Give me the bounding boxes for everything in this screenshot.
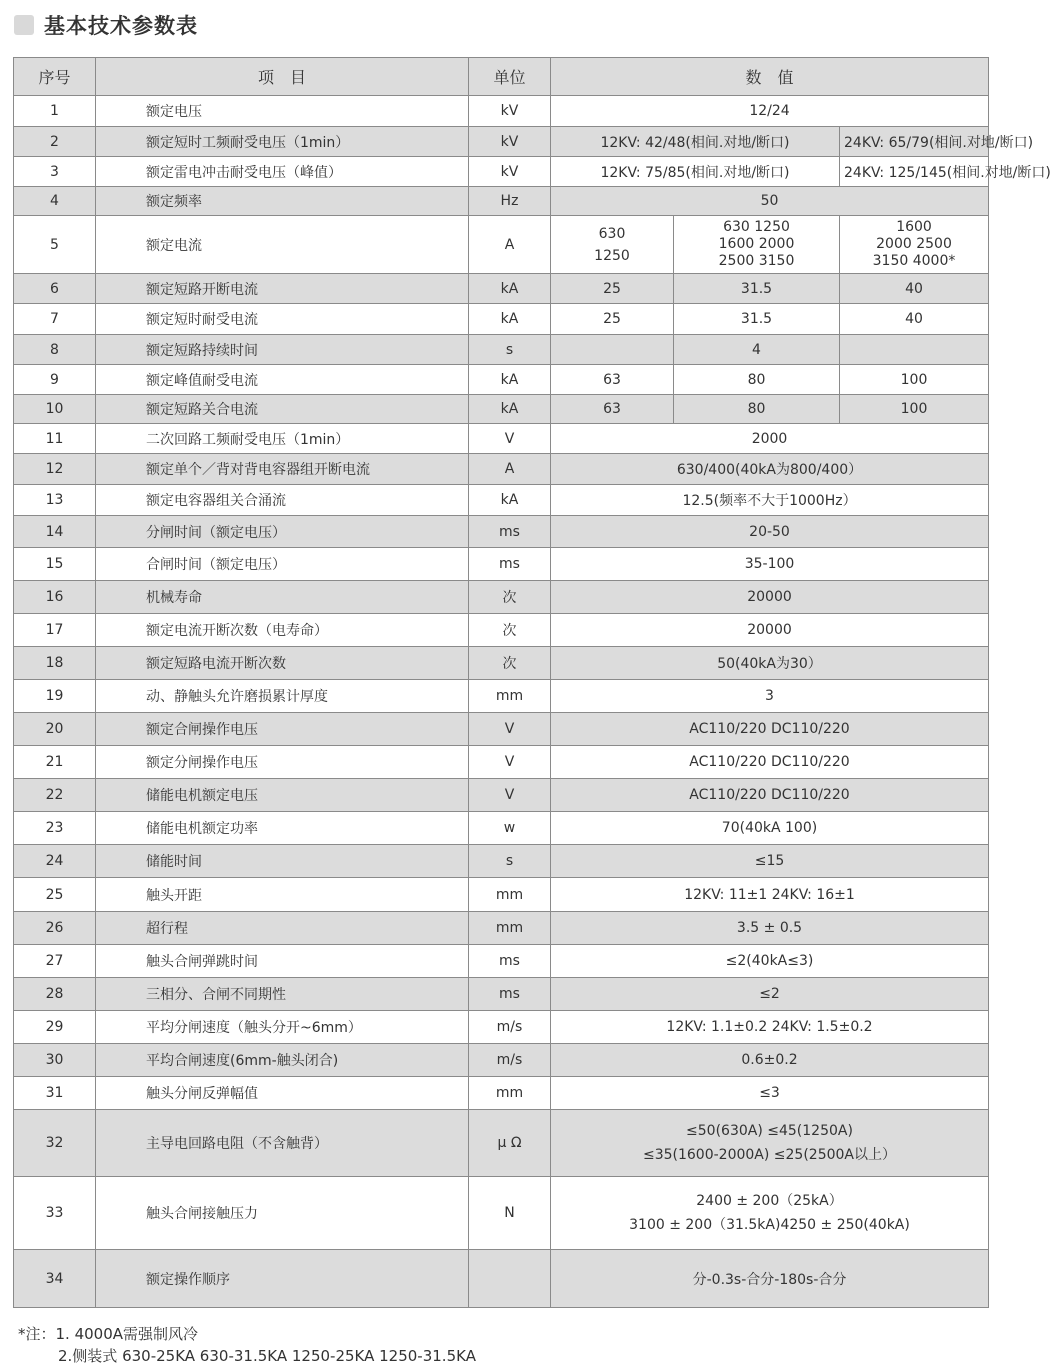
table-row: [14, 713, 989, 746]
row-item: 动、静触头允许磨损累计厚度: [96, 680, 469, 713]
row-item: 合闸时间（额定电压）: [96, 548, 469, 581]
row-value: 3: [551, 680, 989, 713]
row-value-c3: 40: [840, 304, 989, 335]
row-item: 触头开距: [96, 878, 469, 912]
row-value-c1: 25: [551, 274, 674, 304]
row-unit: V: [469, 746, 551, 779]
row-value: ≤3: [551, 1077, 989, 1110]
row-unit: ms: [469, 516, 551, 548]
table-row: [14, 978, 989, 1011]
row-value-c2: 80: [674, 365, 840, 395]
table-row: [14, 945, 989, 978]
row-unit: V: [469, 713, 551, 746]
row-unit: ms: [469, 945, 551, 978]
table-row: [14, 127, 989, 157]
row-value-c3: [840, 216, 989, 274]
table-row: [14, 680, 989, 713]
row-item: 平均合闸速度(6mm-触头闭合): [96, 1044, 469, 1077]
table-row: [14, 614, 989, 647]
table-row: [14, 912, 989, 945]
row-value: 70(40kA 100): [551, 812, 989, 845]
row-value-c3: 100: [840, 365, 989, 395]
row-value: [551, 1110, 989, 1177]
row-value-line: 2000 2500: [876, 236, 952, 252]
section-title: [14, 10, 198, 40]
row-no: 22: [14, 779, 96, 812]
row-item: 额定峰值耐受电流: [96, 365, 469, 395]
row-item: 储能时间: [96, 845, 469, 878]
table-row: [14, 548, 989, 581]
table-header: [14, 58, 989, 96]
table-row: [14, 187, 989, 216]
row-no: 8: [14, 335, 96, 365]
row-value-line: 2400 ± 200（25kA）: [696, 1193, 843, 1209]
row-value-c3: [840, 335, 989, 365]
row-no: 1: [14, 96, 96, 127]
row-no: 29: [14, 1011, 96, 1044]
row-no: 15: [14, 548, 96, 581]
row-value-line: 1600 2000: [718, 236, 795, 252]
row-unit: V: [469, 779, 551, 812]
row-item: 三相分、合闸不同期性: [96, 978, 469, 1011]
row-no: 2: [14, 127, 96, 157]
row-unit: m/s: [469, 1011, 551, 1044]
row-unit: kV: [469, 157, 551, 187]
row-unit: s: [469, 335, 551, 365]
footnote-line-2: 2.侧装式 630-25KA 630-31.5KA 1250-25KA 1250-31.5KA: [58, 1347, 476, 1365]
row-value: 12KV: 11±1 24KV: 16±1: [551, 878, 989, 912]
row-item: 储能电机额定电压: [96, 779, 469, 812]
row-no: 27: [14, 945, 96, 978]
row-value: 50(40kA为30）: [551, 647, 989, 680]
row-value: 分-0.3s-合分-180s-合分: [551, 1250, 989, 1308]
row-value-c2: 31.5: [674, 304, 840, 335]
row-item: 额定短路关合电流: [96, 395, 469, 424]
row-value: 3.5 ± 0.5: [551, 912, 989, 945]
row-item: 额定短时耐受电流: [96, 304, 469, 335]
row-unit: kA: [469, 274, 551, 304]
row-no: 30: [14, 1044, 96, 1077]
row-no: 17: [14, 614, 96, 647]
spec-table: [13, 57, 1051, 1308]
row-value-12kv: 12KV: 75/85(相间.对地/断口): [551, 157, 840, 187]
row-no: 24: [14, 845, 96, 878]
row-no: 20: [14, 713, 96, 746]
row-item: 额定合闸操作电压: [96, 713, 469, 746]
header-value: 数 值: [551, 58, 989, 96]
row-value: 20000: [551, 581, 989, 614]
table-row: [14, 812, 989, 845]
row-unit: A: [469, 454, 551, 485]
row-value-line: 1600: [896, 219, 932, 235]
row-value: AC110/220 DC110/220: [551, 713, 989, 746]
row-item: 额定电流开断次数（电寿命）: [96, 614, 469, 647]
row-no: 16: [14, 581, 96, 614]
row-item: 额定操作顺序: [96, 1250, 469, 1308]
row-item: 额定电流: [96, 216, 469, 274]
table-row: [14, 1077, 989, 1110]
row-no: 33: [14, 1177, 96, 1250]
row-no: 14: [14, 516, 96, 548]
table-row: [14, 779, 989, 812]
row-item: 平均分闸速度（触头分开~6mm）: [96, 1011, 469, 1044]
row-item: 额定短路开断电流: [96, 274, 469, 304]
row-value: 20000: [551, 614, 989, 647]
row-value-c2: 31.5: [674, 274, 840, 304]
table-row: [14, 878, 989, 912]
row-value: 0.6±0.2: [551, 1044, 989, 1077]
row-value-c3: 40: [840, 274, 989, 304]
row-no: 9: [14, 365, 96, 395]
row-item: 额定电压: [96, 96, 469, 127]
table-row: [14, 647, 989, 680]
row-unit: ms: [469, 548, 551, 581]
row-value-c1: 63: [551, 395, 674, 424]
row-item: 主导电回路电阻（不含触背）: [96, 1110, 469, 1177]
row-item: 二次回路工频耐受电压（1min）: [96, 424, 469, 454]
row-value: ≤2: [551, 978, 989, 1011]
row-no: 32: [14, 1110, 96, 1177]
row-value-12kv: 12KV: 42/48(相间.对地/断口): [551, 127, 840, 157]
header-item: 项 目: [96, 58, 469, 96]
table-row: [14, 216, 989, 274]
row-value: 2000: [551, 424, 989, 454]
row-value: 12.5(频率不大于1000Hz）: [551, 485, 989, 516]
row-value: 50: [551, 187, 989, 216]
row-unit: w: [469, 812, 551, 845]
table-row: [14, 516, 989, 548]
row-value-line: 630: [598, 225, 626, 242]
footnote: [18, 1323, 476, 1367]
row-item: 额定短时工频耐受电压（1min）: [96, 127, 469, 157]
row-value: 630/400(40kA为800/400）: [551, 454, 989, 485]
row-unit: 次: [469, 614, 551, 647]
row-item: 机械寿命: [96, 581, 469, 614]
header-no: 序号: [14, 58, 96, 96]
row-no: 18: [14, 647, 96, 680]
row-value-line: ≤35(1600-2000A) ≤25(2500A以上）: [642, 1147, 897, 1163]
row-unit: s: [469, 845, 551, 878]
row-unit: ms: [469, 978, 551, 1011]
row-item: 超行程: [96, 912, 469, 945]
table-row: [14, 454, 989, 485]
row-item: 额定频率: [96, 187, 469, 216]
row-value: AC110/220 DC110/220: [551, 779, 989, 812]
row-no: 4: [14, 187, 96, 216]
row-unit: kV: [469, 96, 551, 127]
row-unit: mm: [469, 680, 551, 713]
row-unit: N: [469, 1177, 551, 1250]
table-row: [14, 581, 989, 614]
row-no: 19: [14, 680, 96, 713]
row-no: 23: [14, 812, 96, 845]
row-value: ≤15: [551, 845, 989, 878]
page-title: 基本技术参数表: [44, 14, 198, 38]
row-unit: Hz: [469, 187, 551, 216]
row-value-c2: 4: [674, 335, 840, 365]
row-unit: mm: [469, 1077, 551, 1110]
row-no: 13: [14, 485, 96, 516]
row-no: 25: [14, 878, 96, 912]
row-item: 额定分闸操作电压: [96, 746, 469, 779]
row-unit: kA: [469, 485, 551, 516]
header-unit: 单位: [469, 58, 551, 96]
row-no: 21: [14, 746, 96, 779]
row-no: 31: [14, 1077, 96, 1110]
row-unit: mm: [469, 912, 551, 945]
row-item: 分闸时间（额定电压）: [96, 516, 469, 548]
row-item: 额定雷电冲击耐受电压（峰值）: [96, 157, 469, 187]
row-item: 触头合闸弹跳时间: [96, 945, 469, 978]
row-unit: 次: [469, 647, 551, 680]
row-value-line: 3150 4000*: [872, 253, 956, 269]
row-unit: mm: [469, 878, 551, 912]
table-row: [14, 335, 989, 365]
row-unit: V: [469, 424, 551, 454]
row-unit: kV: [469, 127, 551, 157]
table-row: [14, 1011, 989, 1044]
row-unit: 次: [469, 581, 551, 614]
table-row: [14, 395, 989, 424]
table-row: [14, 96, 989, 127]
table-row: [14, 424, 989, 454]
table-row: [14, 1044, 989, 1077]
row-no: 7: [14, 304, 96, 335]
table-row: [14, 274, 989, 304]
row-value: 12/24: [551, 96, 989, 127]
row-no: 26: [14, 912, 96, 945]
row-no: 10: [14, 395, 96, 424]
row-no: 3: [14, 157, 96, 187]
row-item: 额定电容器组关合涌流: [96, 485, 469, 516]
row-unit: μ Ω: [469, 1110, 551, 1177]
row-value-line: 1250: [594, 247, 630, 264]
row-value-line: 2500 3150: [718, 253, 795, 269]
row-value-c2: [674, 216, 840, 274]
table-row: [14, 1110, 989, 1177]
row-unit: m/s: [469, 1044, 551, 1077]
row-value-line: ≤50(630A) ≤45(1250A): [686, 1123, 853, 1139]
row-value-c1: [551, 335, 674, 365]
row-value: 12KV: 1.1±0.2 24KV: 1.5±0.2: [551, 1011, 989, 1044]
row-no: 11: [14, 424, 96, 454]
row-value-c1: [551, 216, 674, 274]
row-no: 5: [14, 216, 96, 274]
row-value: 35-100: [551, 548, 989, 581]
row-no: 34: [14, 1250, 96, 1308]
row-value-c2: 80: [674, 395, 840, 424]
row-item: 触头分闸反弹幅值: [96, 1077, 469, 1110]
row-unit: kA: [469, 304, 551, 335]
row-item: 触头合闸接触压力: [96, 1177, 469, 1250]
row-unit: kA: [469, 365, 551, 395]
row-unit: kA: [469, 395, 551, 424]
row-value-24kv: 24KV: 125/145(相间.对地/断口): [840, 157, 989, 187]
row-no: 12: [14, 454, 96, 485]
row-unit: A: [469, 216, 551, 274]
row-value-line: 3100 ± 200（31.5kA)4250 ± 250(40kA): [629, 1217, 910, 1233]
row-value-24kv: 24KV: 65/79(相间.对地/断口): [840, 127, 989, 157]
row-value: 20-50: [551, 516, 989, 548]
table-row: [14, 485, 989, 516]
title-square-icon: [14, 15, 34, 35]
row-unit: [469, 1250, 551, 1308]
row-item: 额定短路持续时间: [96, 335, 469, 365]
row-value: [551, 1177, 989, 1250]
row-no: 6: [14, 274, 96, 304]
table-row: [14, 1177, 989, 1250]
table-row: [14, 157, 989, 187]
row-item: 额定短路电流开断次数: [96, 647, 469, 680]
footnote-line-1: *注：1. 4000A需强制风冷: [18, 1325, 199, 1343]
table-row: [14, 845, 989, 878]
row-value: AC110/220 DC110/220: [551, 746, 989, 779]
table-row: [14, 304, 989, 335]
table-row: [14, 1250, 989, 1308]
row-value-line: 630 1250: [723, 219, 790, 235]
table-row: [14, 746, 989, 779]
row-item: 储能电机额定功率: [96, 812, 469, 845]
row-value-c1: 25: [551, 304, 674, 335]
table-row: [14, 365, 989, 395]
row-value: ≤2(40kA≤3): [551, 945, 989, 978]
row-item: 额定单个／背对背电容器组开断电流: [96, 454, 469, 485]
row-value-c3: 100: [840, 395, 989, 424]
row-no: 28: [14, 978, 96, 1011]
row-value-c1: 63: [551, 365, 674, 395]
